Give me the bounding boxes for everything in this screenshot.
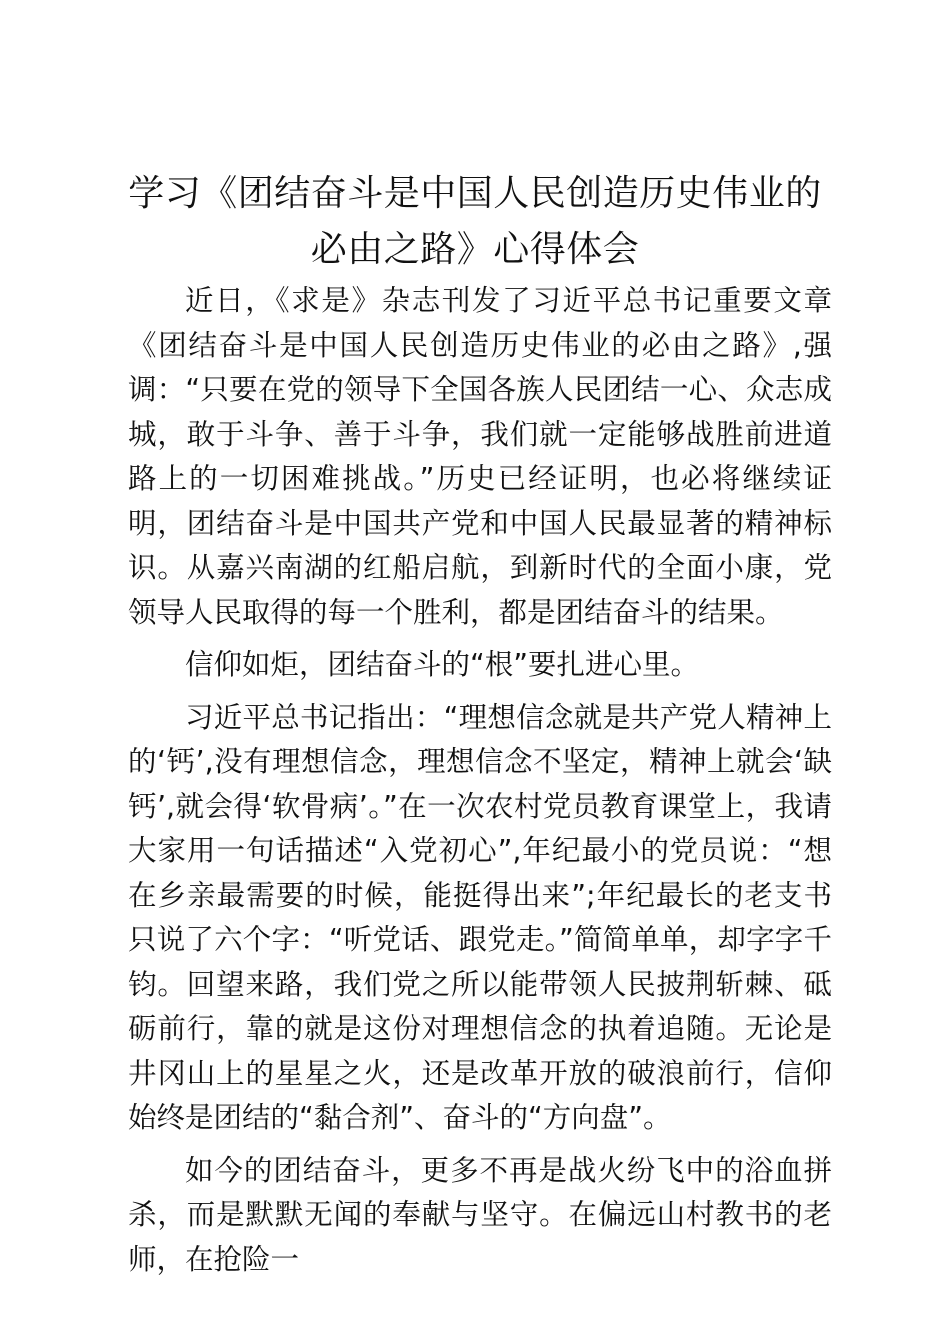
paragraph-3: 习近平总书记指出：“理想信念就是共产党人精神上的‘钙’,没有理想信念，理想信念不坚定，精神上就会‘缺钙’,就会得‘软骨病’。”在一次农村党员教育课堂上，我请大家用一句话描述“入党初心”,年纪最小的党员说：“想在乡亲最需要的时候，能挺得出来”;年纪最长的老支书只说了六个字：“听党话、跟党走。”简简单单，却字字千钧。回望来路，我们党之所以能带领人民披荆斩棘、砥砺前行，靠的就是这份对理想信念的执着追随。无论是井冈山上的星星之火，还是改革开放的破浪前行，信仰始终是团结的“黏合剂”、奋斗的“方向盘”。 (128, 700, 832, 1134)
document-body (128, 279, 832, 1282)
paragraph-2: 信仰如炬，团结奋斗的“根”要扎进心里。 (185, 648, 700, 681)
document-title: 学习《团结奋斗是中国人民创造历史伟业的必由之路》心得体会 (128, 173, 822, 270)
paragraph-4: 如今的团结奋斗，更多不再是战火纷飞中的浴血拼杀，而是默默无闻的奉献与坚守。在偏远山村教书的老师，在抢险一 (128, 1153, 832, 1276)
paragraph-1: 近日，《求是》杂志刊发了习近平总书记重要文章《团结奋斗是中国人民创造历史伟业的必由之路》,强调：“只要在党的领导下全国各族人民团结一心、众志成城，敢于斗争、善于斗争，我们就一定能够战胜前进道路上的一切困难挑战。”历史已经证明，也必将继续证明，团结奋斗是中国共产党和中国人民最显著的精神标识。从嘉兴南湖的红船启航，到新时代的全面小康，党领导人民取得的每一个胜利，都是团结奋斗的结果。 (128, 284, 832, 629)
